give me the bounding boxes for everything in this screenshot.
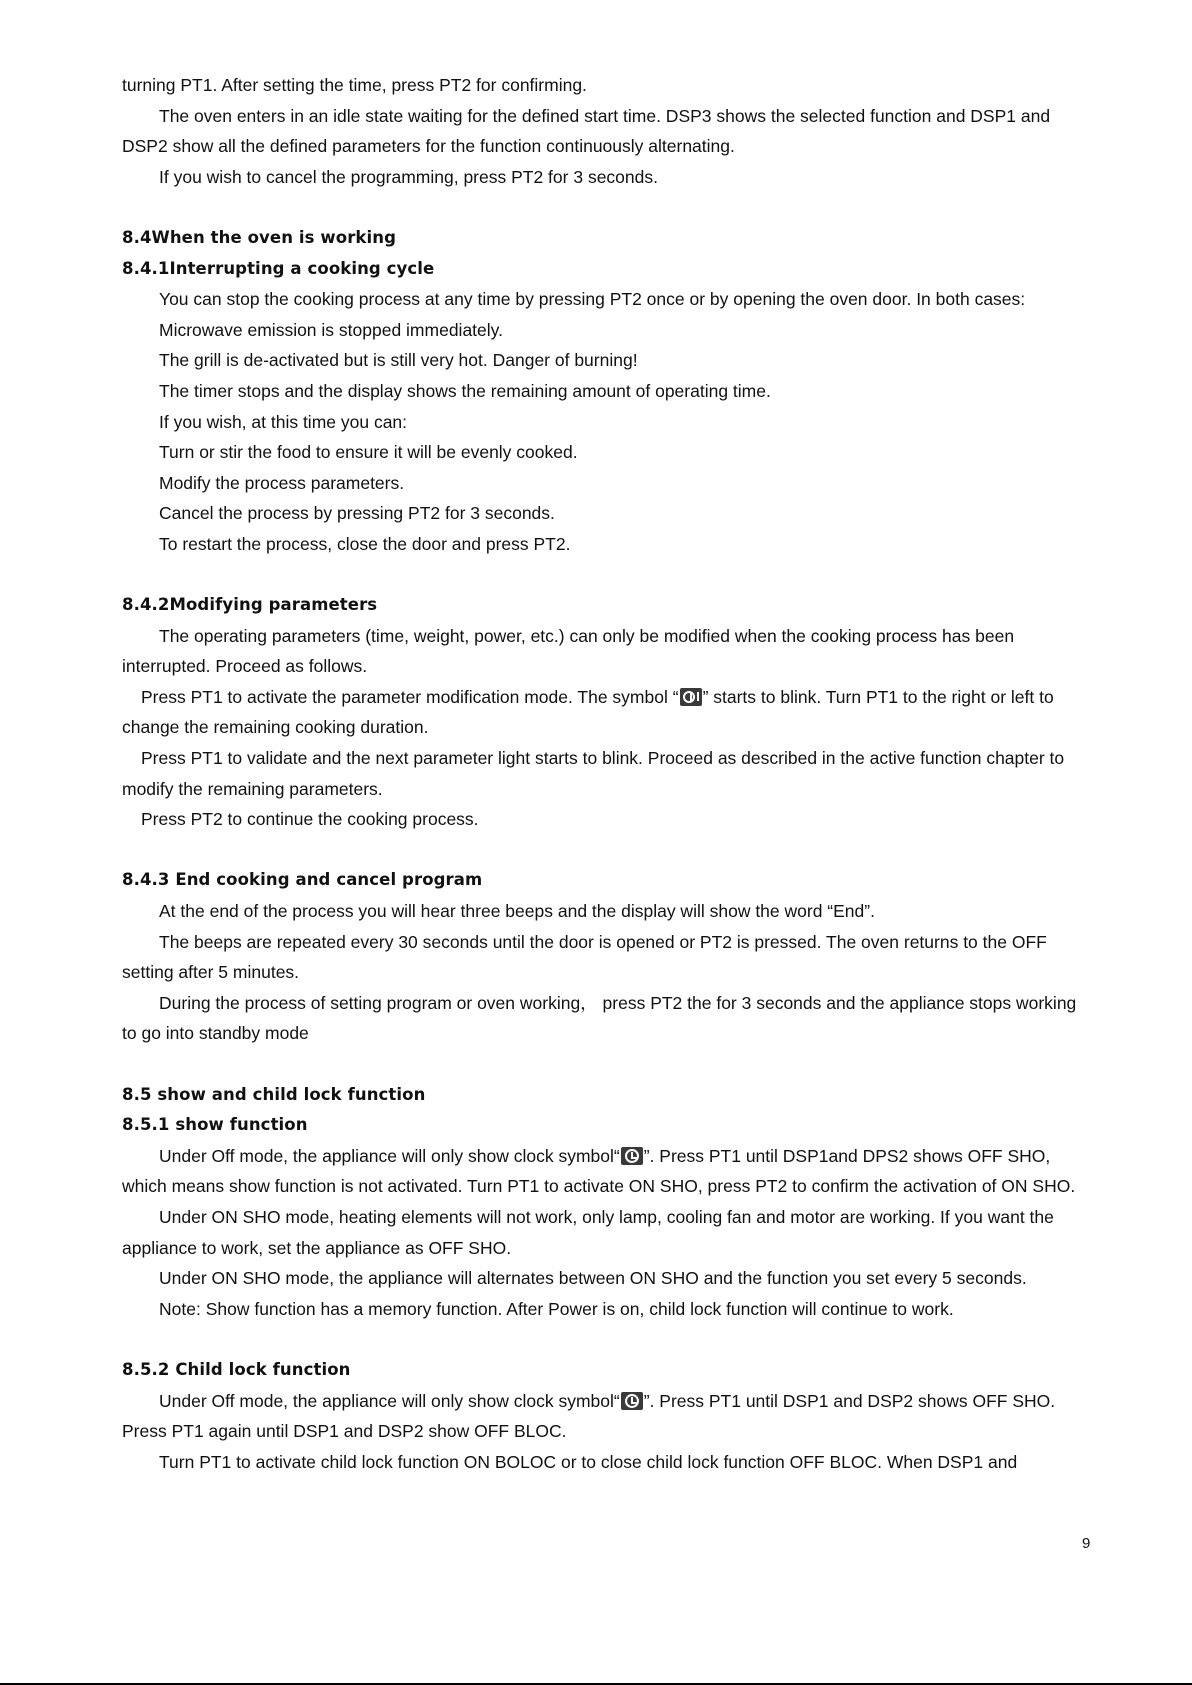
text-run: ”. Press PT1 until DSP1and DPS2 shows OFF SHO, which means show function is not activated. Turn PT1 to activate ON SHO, press PT2 to confirm the activation of ON SHO. <box>122 1145 1076 1197</box>
list-item: The timer stops and the display shows the remaining amount of operating time. <box>159 380 771 401</box>
list-item: Modify the process parameters. <box>159 472 405 493</box>
document-page <box>122 70 1092 1477</box>
text-run: ” starts to blink. Turn PT1 to the right or left to change the remaining cooking duration. <box>122 686 1054 738</box>
paragraph: Note: Show function has a memory function. After Power is on, child lock function will continue to work. <box>159 1298 954 1319</box>
spacer <box>122 560 1092 591</box>
paragraph: The beeps are repeated every 30 seconds until the door is opened or PT2 is pressed. The oven returns to the OFF setting after 5 minutes. <box>122 931 1047 983</box>
clock-symbol-icon <box>621 1392 643 1410</box>
subsection-heading: 8.4.3 End cooking and cancel program <box>122 870 483 890</box>
timer-symbol-icon <box>680 688 702 706</box>
paragraph <box>122 1386 1092 1447</box>
list-item: If you wish, at this time you can: <box>159 411 408 432</box>
paragraph: turning PT1. After setting the time, press PT2 for confirming. <box>122 75 587 95</box>
paragraph: If you wish to cancel the programming, press PT2 for 3 seconds. <box>159 166 658 187</box>
subsection-heading: 8.4.2Modifying parameters <box>122 595 378 615</box>
list-item: To restart the process, close the door and press PT2. <box>159 533 571 554</box>
paragraph: Under ON SHO mode, heating elements will not work, only lamp, cooling fan and motor are working. If you want the appliance to work, set the appliance as OFF SHO. <box>122 1206 1054 1258</box>
list-item: You can stop the cooking process at any time by pressing PT2 once or by opening the oven door. In both cases: <box>159 289 1026 310</box>
text-run: ”. Press PT1 until DSP1 and DSP2 shows OFF SHO. Press PT1 again until DSP1 and DSP2 show OFF BLOC. <box>122 1390 1056 1442</box>
spacer <box>122 1049 1092 1080</box>
list-item: Microwave emission is stopped immediately. <box>159 319 503 340</box>
paragraph: At the end of the process you will hear three beeps and the display will show the word “End”. <box>159 901 875 922</box>
paragraph: Press PT1 to validate and the next parameter light starts to blink. Proceed as described in the active function chapter to modify the remaining parameters. <box>122 748 1065 799</box>
subsection-heading: 8.5.2 Child lock function <box>122 1359 351 1379</box>
paragraph: The oven enters in an idle state waiting for the defined start time. DSP3 shows the selected function and DSP1 and DSP2 show all the defined parameters for the function continuously alternating. <box>122 105 1051 157</box>
subsection-heading: 8.4.1Interrupting a cooking cycle <box>122 258 435 278</box>
paragraph: The operating parameters (time, weight, power, etc.) can only be modified when the cooking process has been interrupted. Proceed as follows. <box>122 625 1015 677</box>
paragraph: During the process of setting program or oven working， press PT2 the for 3 seconds and the appliance stops working to go into standby mode <box>122 992 1077 1044</box>
paragraph <box>122 1141 1092 1202</box>
subsection-heading: 8.5.1 show function <box>122 1115 308 1135</box>
section-heading: 8.5 show and child lock function <box>122 1084 426 1104</box>
paragraph: Under ON SHO mode, the appliance will alternates between ON SHO and the function you set every 5 seconds. <box>159 1268 1027 1289</box>
paragraph <box>122 682 1092 743</box>
paragraph: Turn PT1 to activate child lock function ON BOLOC or to close child lock function OFF BLOC. When DSP1 and <box>159 1451 1018 1472</box>
list-item: Turn or stir the food to ensure it will be evenly cooked. <box>159 442 578 463</box>
text-run: Press PT1 to activate the parameter modification mode. The symbol “ <box>141 686 679 707</box>
page-number: 9 <box>1082 1535 1091 1552</box>
section-heading: 8.4When the oven is working <box>122 227 397 247</box>
spacer <box>122 835 1092 866</box>
list-item: The grill is de-activated but is still very hot. Danger of burning! <box>159 350 638 371</box>
spacer <box>122 192 1092 223</box>
spacer <box>122 1324 1092 1355</box>
list-item: Cancel the process by pressing PT2 for 3 seconds. <box>159 503 555 524</box>
text-run: Under Off mode, the appliance will only show clock symbol“ <box>159 1145 620 1166</box>
text-run: Under Off mode, the appliance will only show clock symbol“ <box>159 1390 620 1411</box>
paragraph: Press PT2 to continue the cooking process. <box>141 809 479 830</box>
clock-symbol-icon <box>621 1147 643 1165</box>
